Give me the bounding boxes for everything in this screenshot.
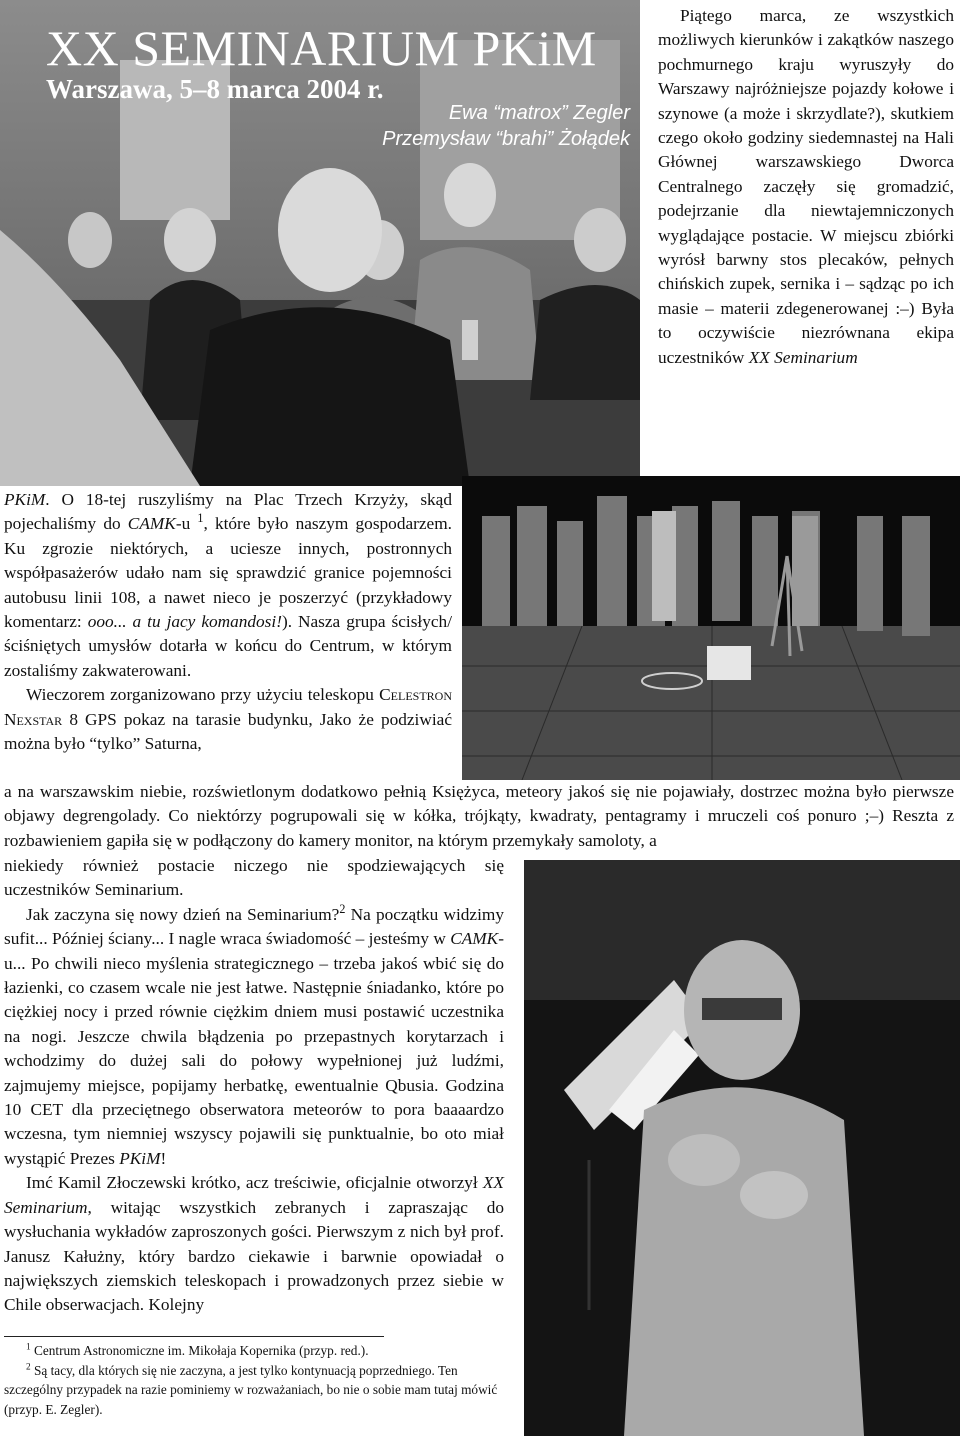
- article-text: niekiedy również postacie niczego nie spodziewających się uczestników Seminarium.: [4, 856, 504, 900]
- article-emphasis: Centrum: [309, 636, 371, 656]
- article-emphasis: CAMK: [127, 514, 176, 534]
- article-full-width: [4, 780, 954, 853]
- article-text: . O 18-tej ruszyliśmy na Plac Trzech Krzyży, skąd pojechaliśmy do: [4, 490, 452, 534]
- footnote-number: 2: [26, 1362, 31, 1373]
- article-emphasis: ooo... a tu jacy komandosi!: [87, 612, 282, 632]
- author-name: Ewa “matrox” Zegler: [448, 102, 630, 124]
- article-text: , witając wszystkich zebranych i zapraszając do wysłuchania wykładów zaproszonych gości. Pierwszym z nich był prof. Janusz Kałużny, który bardzo ciekawie i barwnie opowiadał o największych ziemskich teleskopach i prowadzonych przez siebie w Chile obserwacjach. Kolejny: [4, 1197, 504, 1315]
- article-text: Jak zaczyna się nowy dzień na Seminarium?: [26, 904, 340, 924]
- article-text: -u: [175, 514, 191, 534]
- article-emphasis: XX Seminarium: [748, 347, 858, 367]
- article-text: Imć Kamil Złoczewski krótko, acz treściwie, oficjalnie otworzył: [26, 1173, 478, 1193]
- author-list: [340, 100, 630, 152]
- footnote-mark: 2: [339, 902, 346, 917]
- article-text: a na warszawskim niebie, rozświetlonym dodatkowo pełnią Księżyca, meteory jakoś się nie pojawiały, dostrzec można było pierwsze objawy degrengolady. Co niektórzy pogrupowali się w kółka, trójkąty, kwadraty, pentagramy i mruczeli coś ponuro ;–) Reszta z rozbawieniem gapiła się w podłączony do kamery monitor, na którym przemykały samoloty, a: [4, 782, 954, 850]
- title-block: [46, 22, 597, 104]
- article-text: 8 GPS pokaz na tarasie budynku, Jako że podziwiać można było “tylko” Saturna,: [4, 709, 452, 754]
- speaker-photo: [524, 860, 960, 1436]
- page-subtitle: Warszawa, 5–8 marca 2004 r.: [46, 74, 384, 104]
- footnote-item: [4, 1361, 512, 1420]
- footnotes: [4, 1336, 512, 1419]
- footnote-item: [4, 1341, 512, 1361]
- article-text: Na początku widzimy sufit... Później ściany... I nagle wraca świadomość – jesteśmy w: [4, 904, 504, 949]
- article-text: Piątego marca, ze wszystkich możliwych kierunków i zakątków naszego pochmurnego kraju wyruszyły do Warszawy najróżniejsze pojazdy kołowe i szynowe (a może i skrzydlate?), skutkiem czego około godziny siedemnastej na Hali Głównej warszawskiego Dworca Centralnego zaczęły się gromadzić, podejrzanie dla niewtajemniczonych wyglądające postacie. W miejscu zbiórki wyrósł barwny stos plecaków, pełnych chińskich zupek, sernika i – sądząc po ich masie – materii zdegenerowanej :–) Była to oczywiście niezrównana ekipa uczestników: [658, 6, 954, 367]
- article-text: , w którym zostaliśmy zakwaterowani.: [4, 636, 452, 680]
- footnote-text: Są tacy, dla których się nie zaczyna, a jest tylko kontynuacją poprzedniego. Ten szczególny przypadek na razie pominiemy w rozważaniach, bo nie o sobie mam tutaj mówić (przyp. E. Zegler).: [4, 1362, 498, 1417]
- article-text: -u... Po chwili nieco myślenia strategicznego – trzeba jakoś wbić się do łazienki, co czasem wcale nie jest łatwe. Następnie śniadanko, które po ciężkiej nocy i przed równie ciężkim dniem musi postawić uczestnika na nogi. Jeszcze chwila błądzenia po przepastnych korytarzach i wchodzimy do dużej sali do połowy wypełnionej już ludźmi, zajmujemy miejsce, popijamy herbatkę, ewentualnie Qbusia. Godzina 10 CET dla przeciętnego obserwatora meteorów to pora baaaardzo wczesna, tym niemniej wszyscy pojawili się punktualnie, bo oto miał wystąpić Prezes: [4, 929, 504, 1168]
- footnote-divider: [4, 1336, 384, 1337]
- telescope-name: Celestron Nexstar: [4, 685, 453, 729]
- article-text: , które było naszym gospodarzem. Ku zgrozie niektórych, a uciesze innych, postronnych współpasażerów udało nam się sprawdzić granice pojemności autobusu linii 108, a nawet nieco je poszerzyć (przykładowy komentarz:: [4, 514, 452, 632]
- article-emphasis: PKiM: [4, 490, 46, 509]
- page-title: XX SEMINARIUM PKiM: [46, 20, 597, 76]
- article-text: Wieczorem zorganizowano przy użyciu teleskopu: [26, 685, 374, 705]
- article-text: ). Nasza grupa ścisłych/ściśniętych umysłów dotarła w końcu do: [4, 612, 452, 656]
- article-emphasis: CAMK: [450, 929, 499, 949]
- article-emphasis: XX Seminarium: [4, 1173, 504, 1217]
- article-emphasis: PKiM: [119, 1148, 161, 1168]
- footnote-mark: 1: [197, 511, 204, 526]
- footnote-number: 1: [26, 1342, 31, 1353]
- article-text: !: [160, 1148, 167, 1168]
- terrace-observation-photo: [462, 476, 960, 780]
- article-column-mid-left: [4, 488, 452, 756]
- article-column-top-right: [658, 4, 954, 370]
- author-name: Przemysław “brahi” Żołądek: [382, 128, 630, 150]
- article-column-bottom-left: [4, 854, 504, 1318]
- footnote-text: Centrum Astronomiczne im. Mikołaja Kopernika (przyp. red.).: [33, 1343, 369, 1358]
